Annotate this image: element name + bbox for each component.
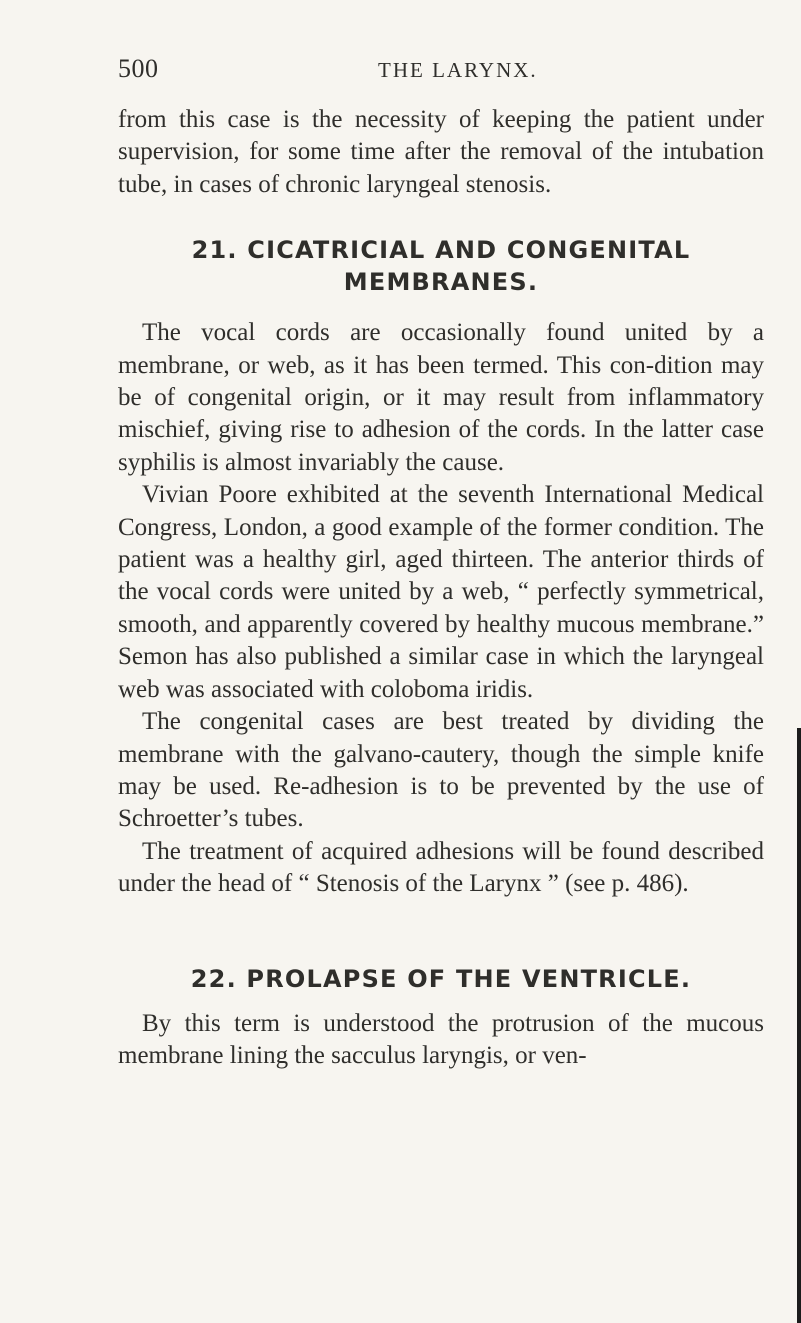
section-21-paragraph-4: The treatment of acquired adhesions will be found described under the head of “ Stenosis of the Larynx ” (see p. 486).: [118, 837, 764, 898]
section-21-title-line-1: 21. CICATRICIAL AND CONGENITAL: [191, 236, 691, 265]
page-edge-shadow: [797, 728, 801, 1323]
intro-paragraph: from this case is the necessity of keeping the patient under supervision, for some time after the removal of the intubation tube, in cases of chronic laryngeal stenosis.: [118, 106, 764, 198]
section-22-title: 22. PROLAPSE OF THE VENTRICLE.: [190, 964, 692, 993]
page-header: [118, 54, 764, 94]
page-number: 500: [118, 54, 159, 83]
running-title: THE LARYNX.: [378, 58, 538, 82]
section-21-paragraph-1: The vocal cords are occasionally found united by a membrane, or web, as it has been termed. This con-dition may be of congenital origin, or it may result from inflammatory mischief, giving rise to adhesion of the cords. In the latter case syphilis is almost invariably the cause.: [118, 319, 764, 476]
section-22-paragraph-1: By this term is understood the protrusion of the mucous membrane lining the sacculus laryngis, or ven-: [118, 1009, 764, 1069]
section-21-title: [118, 234, 764, 298]
section-21-paragraph-2: Vivian Poore exhibited at the seventh International Medical Congress, London, a good example of the former condition. The patient was a healthy girl, aged thirteen. The anterior thirds of the vocal cords were united by a web, “ perfectly symmetrical, smooth, and apparently covered by healthy mucous membrane.” Semon has also published a similar case in which the laryngeal web was associated with coloboma iridis.: [118, 481, 764, 703]
section-21-title-line-2: MEMBRANES.: [343, 268, 539, 297]
section-21-paragraph-3: The congenital cases are best treated by dividing the membrane with the galvano-cautery, though the simple knife may be used. Re-adhesion is to be prevented by the use of Schroetter’s tubes.: [118, 708, 764, 833]
page-content: [118, 104, 764, 1072]
